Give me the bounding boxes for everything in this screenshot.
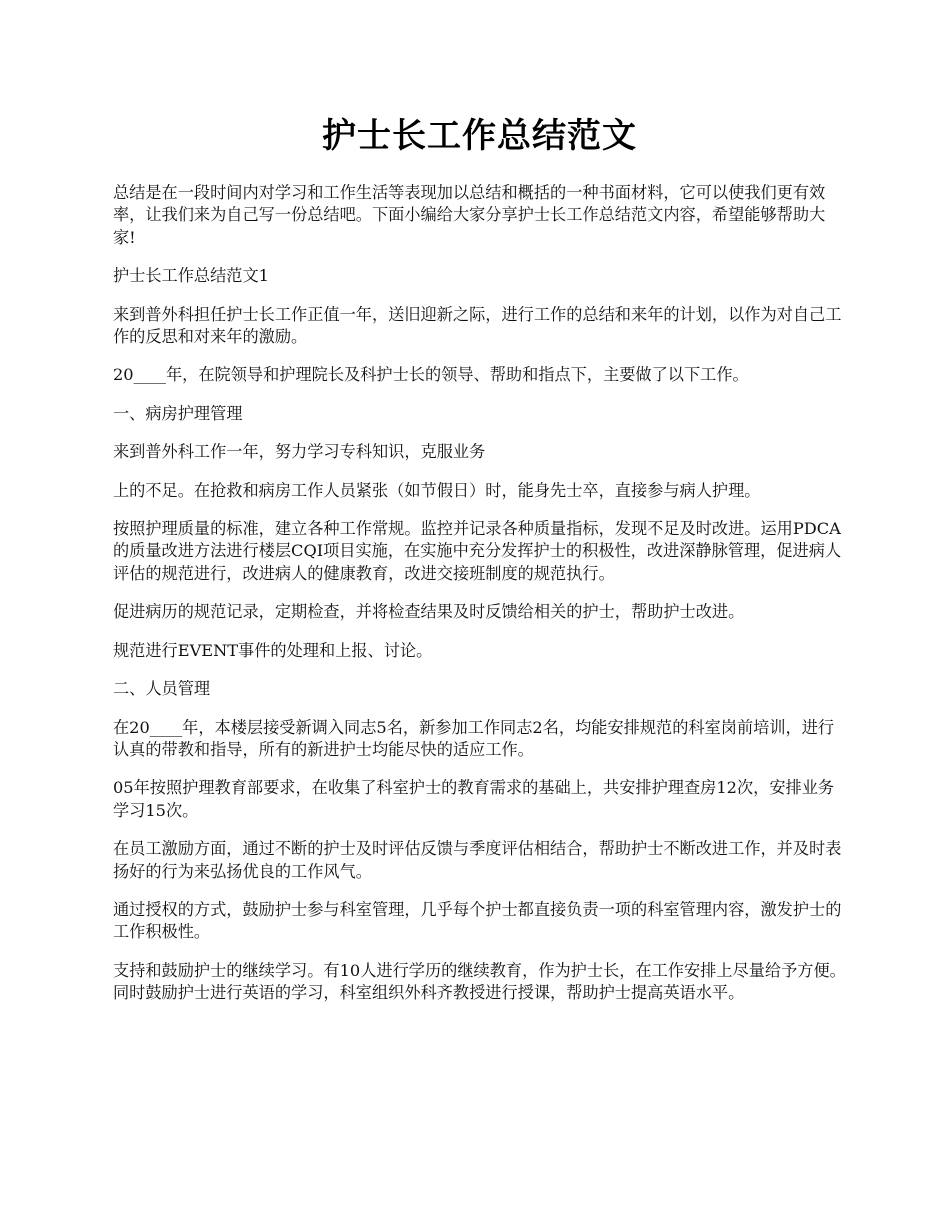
section-heading: 二、人员管理 [113,679,211,699]
body-paragraph: 通过授权的方式，鼓励护士参与科室管理，几乎每个护士都直接负责一项的科室管理内容，激发护士的工作积极性。 [113,899,842,942]
body-paragraph: 来到普外科担任护士长工作正值一年，送旧迎新之际，进行工作的总结和来年的计划，以作为对自己工作的反思和对来年的激励。 [113,304,842,347]
body-paragraph: 规范进行EVENT事件的处理和上报、讨论。 [113,640,433,660]
body-paragraph: 在20____年，本楼层接受新调入同志5名，新参加工作同志2名，均能安排规范的科室岗前培训，进行认真的带教和指导，所有的新进护士均能尽快的适应工作。 [113,717,835,759]
document-title: 护士长工作总结范文 [322,116,637,156]
section-subtitle: 护士长工作总结范文1 [113,266,269,286]
body-paragraph: 在员工激励方面，通过不断的护士及时评估反馈与季度评估相结合，帮助护士不断改进工作，并及时表扬好的行为来弘扬优良的工作风气。 [113,839,842,881]
body-paragraph: 上的不足。在抢救和病房工作人员紧张（如节假日）时，能身先士卒，直接参与病人护理。 [113,480,761,500]
body-paragraph: 20____年，在院领导和护理院长及科护士长的领导、帮助和指点下，主要做了以下工作。 [113,365,749,385]
body-paragraph: 支持和鼓励护士的继续学习。有10人进行学历的继续教育，作为护士长，在工作安排上尽量给予方便。同时鼓励护士进行英语的学习，科室组织外科齐教授进行授课，帮助护士提高英语水平。 [113,960,846,1003]
body-paragraph: 按照护理质量的标准，建立各种工作常规。监控并记录各种质量指标，发现不足及时改进。运用PDCA的质量改进方法进行楼层CQI项目实施，在实施中充分发挥护士的积极性，改进深静脉管理，促进病人评估的规范进行，改进病人的健康教育，改进交接班制度的规范执行。 [113,519,842,583]
body-paragraph: 来到普外科工作一年，努力学习专科知识，克服业务 [113,442,486,462]
section-heading: 一、病房护理管理 [113,403,243,423]
intro-paragraph: 总结是在一段时间内对学习和工作生活等表现加以总结和概括的一种书面材料，它可以使我们更有效率，让我们来为自己写一份总结吧。下面小编给大家分享护士长工作总结范文内容，希望能够帮助大家! [113,183,826,247]
body-paragraph: 05年按照护理教育部要求，在收集了科室护士的教育需求的基础上，共安排护理查房12次，安排业务学习15次。 [113,778,835,820]
body-paragraph: 促进病历的规范记录，定期检查，并将检查结果及时反馈给相关的护士，帮助护士改进。 [113,602,745,622]
